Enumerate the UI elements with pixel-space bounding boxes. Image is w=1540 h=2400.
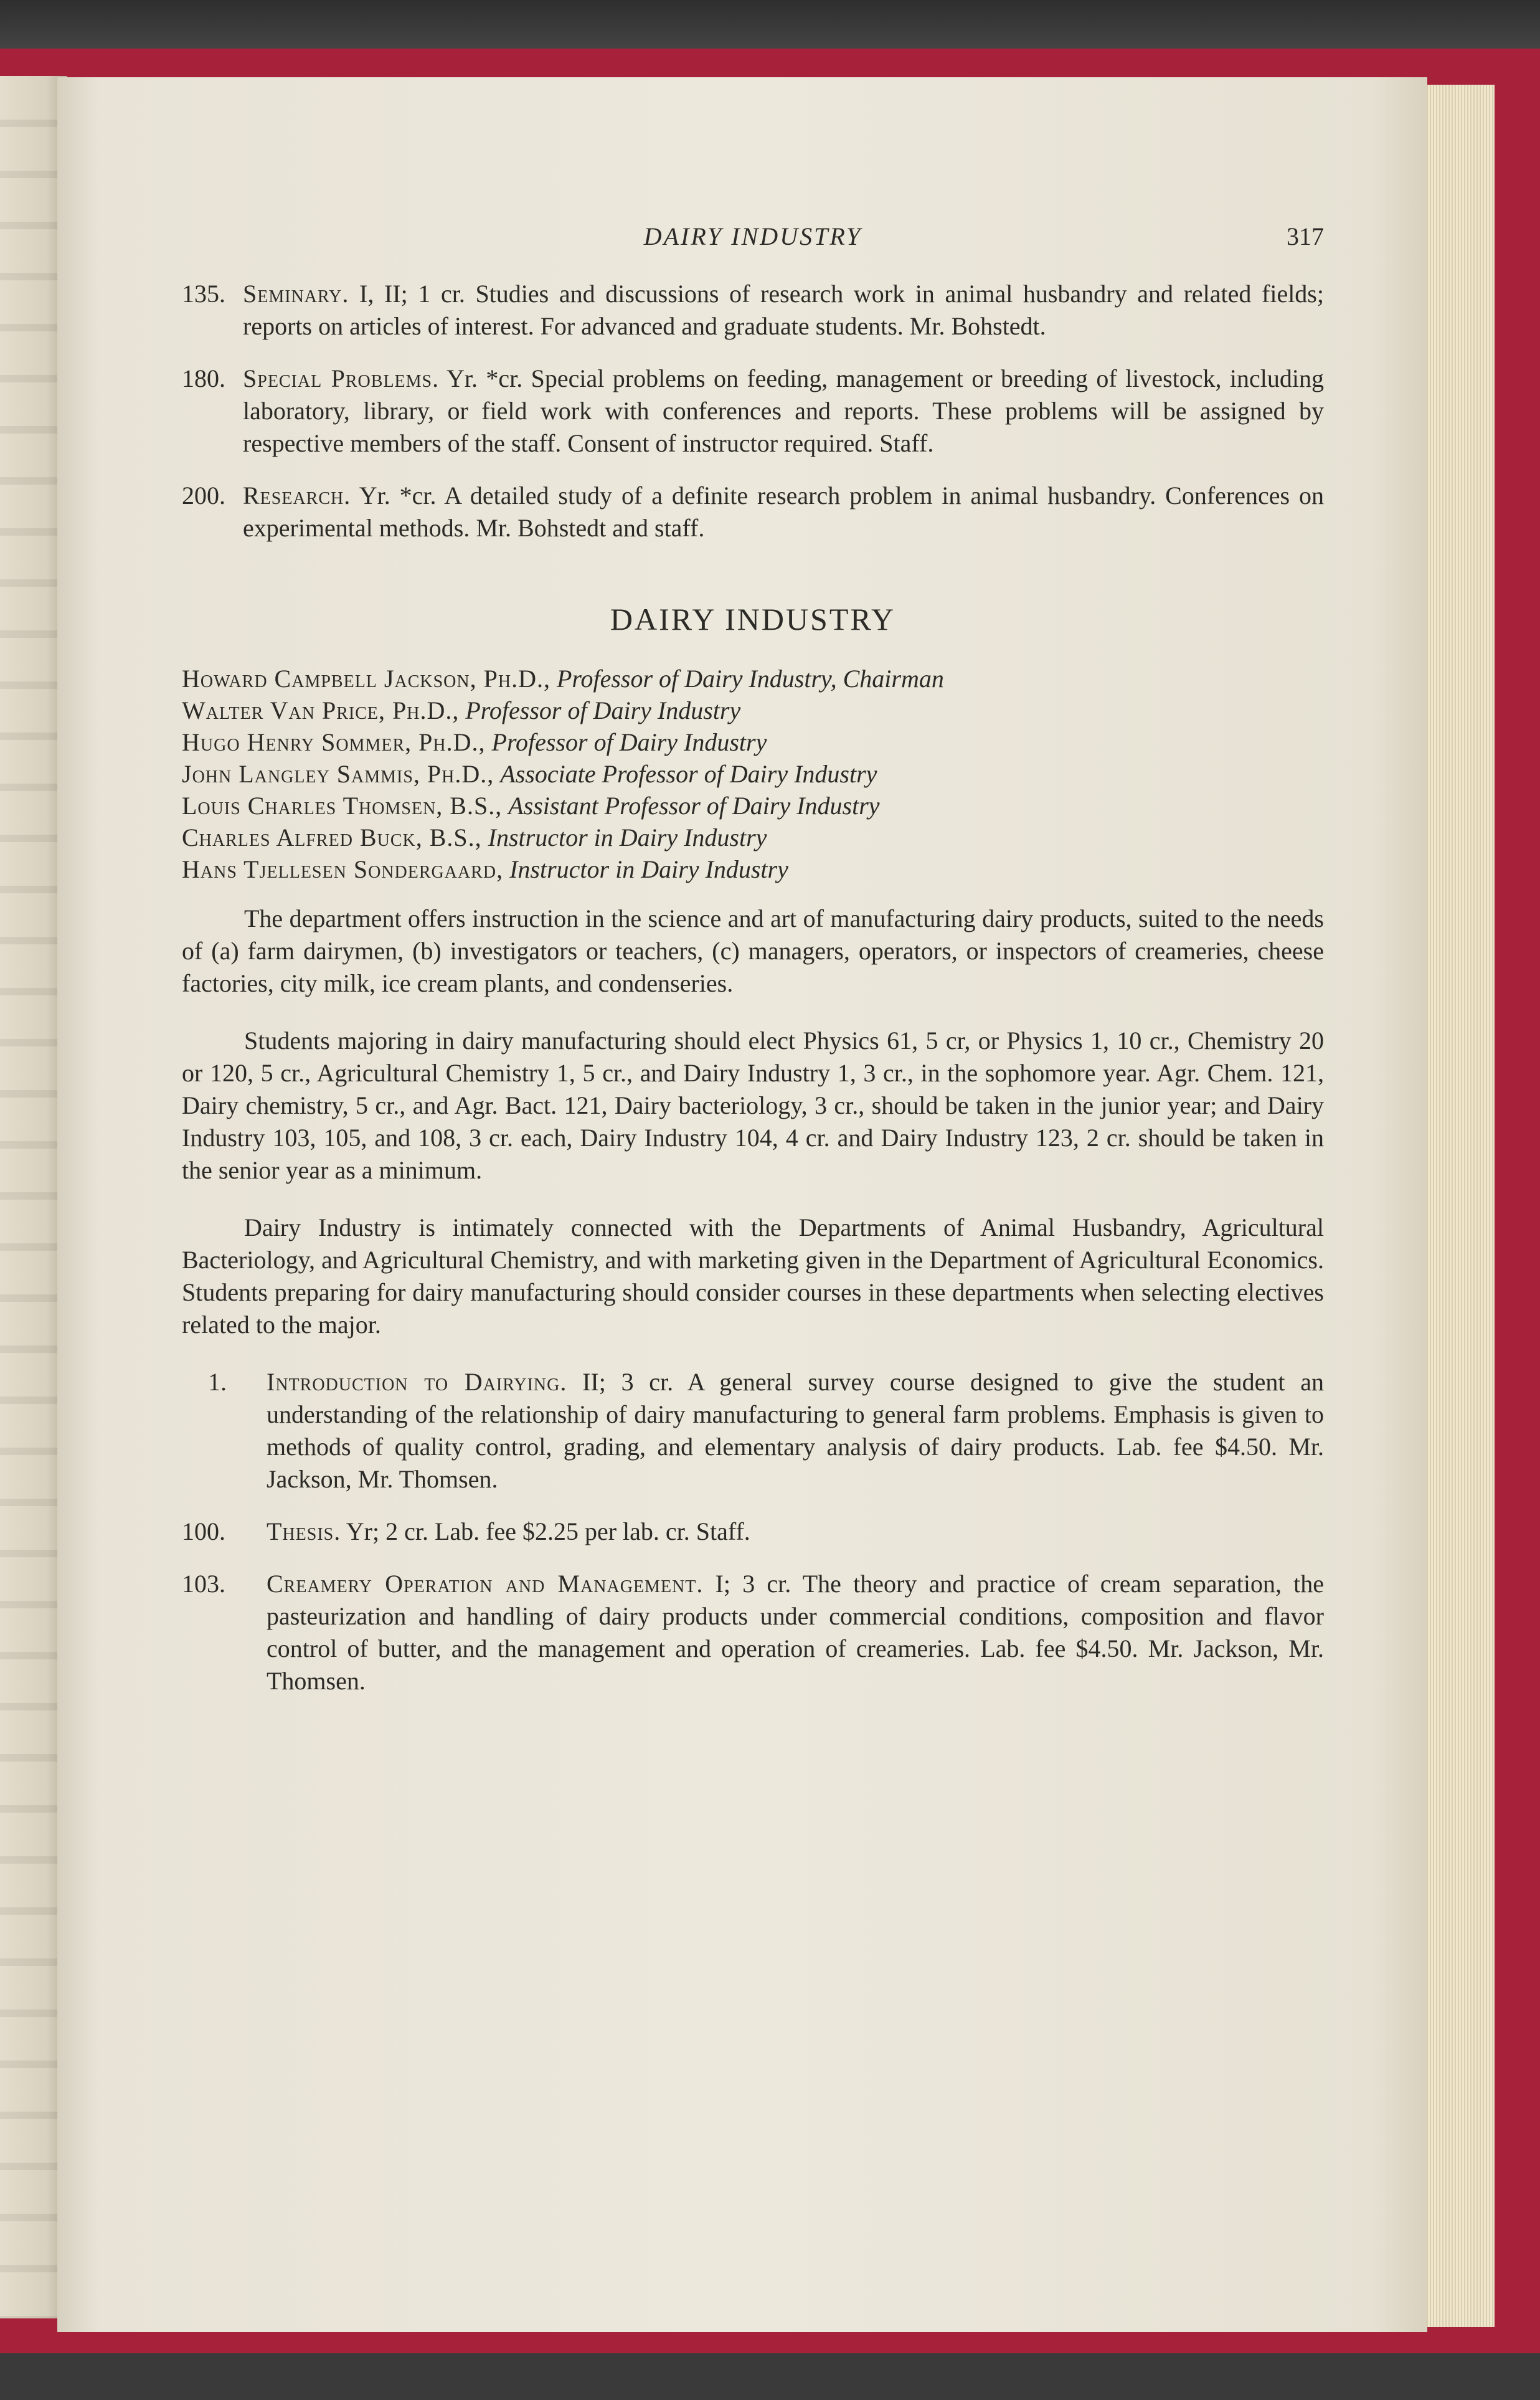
faculty-name: Howard Campbell Jackson, Ph.D.,	[182, 665, 550, 693]
faculty-title: Professor of Dairy Industry, Chairman	[556, 665, 944, 693]
faculty-title: Instructor in Dairy Industry	[509, 855, 788, 883]
course-description: I; 3 cr. The theory and practice of cream separation, the pasteurization and handling of dairy products under commercial conditions, composition and flavor control of butter, and the management and operation of creameries. Lab. fee $4.50. Mr. Jackson, Mr. Thomsen.	[267, 1570, 1325, 1695]
page-number: 317	[1287, 222, 1324, 250]
faculty-title: Associate Professor of Dairy Industry	[500, 760, 877, 788]
faculty-member	[182, 853, 1324, 885]
faculty-name: Walter Van Price, Ph.D.,	[182, 696, 460, 724]
department-description	[182, 903, 1324, 1341]
faculty-member	[182, 663, 1324, 695]
faculty-title: Assistant Professor of Dairy Industry	[508, 792, 880, 820]
faculty-member	[182, 822, 1324, 853]
course-entry	[182, 363, 1324, 460]
faculty-member	[182, 726, 1324, 758]
body-paragraph: Dairy Industry is intimately connected with the Departments of Animal Husbandry, Agricultural Bacteriology, and Agricultural Chemistry, and with marketing given in the Department of Agricultural Economics. Students preparing for dairy manufacturing should consider courses in these departments when selecting electives related to the major.	[182, 1213, 1324, 1339]
faculty-title: Professor of Dairy Industry	[491, 728, 767, 756]
faculty-member	[182, 790, 1324, 822]
running-head	[182, 221, 1324, 259]
course-description: Yr; 2 cr. Lab. fee $2.25 per lab. cr. Staff.	[346, 1517, 750, 1545]
course-name: Creamery Operation and Management.	[267, 1570, 704, 1598]
course-name: Thesis.	[267, 1517, 341, 1545]
course-name: Introduction to Dairying.	[267, 1368, 567, 1396]
body-paragraph: Students majoring in dairy manufacturing should elect Physics 61, 5 cr, or Physics 1, 10 cr., Chemistry 20 or 120, 5 cr., Agricultural Chemistry 1, 5 cr., and Dairy Industry 1, 3 cr., in the sophomore year. Agr. Chem. 121, Dairy chemistry, 5 cr., and Agr. Bact. 121, Dairy bacteriology, 3 cr., should be taken in the junior year; and Dairy Industry 103, 105, and 108, 3 cr. each, Dairy Industry 104, 4 cr. and Dairy Industry 123, 2 cr. should be taken in the senior year as a minimum.	[182, 1027, 1324, 1184]
course-number: 1.	[208, 1368, 227, 1396]
faculty-member	[182, 695, 1324, 726]
course-entry	[182, 1515, 1324, 1548]
book-page	[57, 77, 1427, 2332]
course-number: 135.	[182, 280, 225, 308]
course-entry	[182, 480, 1324, 544]
course-name: Special Problems.	[243, 364, 440, 392]
page-content	[182, 221, 1324, 1697]
course-name: Seminary.	[243, 280, 349, 308]
scan-background	[0, 0, 1540, 50]
course-description: II; 3 cr. A general survey course designed to give the student an understanding of the relationship of dairy manufacturing to general farm problems. Emphasis is given to methods of quality control, grading, and elementary analysis of dairy products. Lab. fee $4.50. Mr. Jackson, Mr. Thomsen.	[267, 1368, 1324, 1493]
dairy-course-list	[182, 1366, 1324, 1697]
course-entry	[182, 1568, 1324, 1697]
section-heading: DAIRY INDUSTRY	[610, 602, 896, 637]
faculty-title: Instructor in Dairy Industry	[488, 823, 767, 851]
faculty-title: Professor of Dairy Industry	[465, 696, 741, 724]
body-paragraph: The department offers instruction in the science and art of manufacturing dairy products, suited to the needs of (a) farm dairymen, (b) investigators or teachers, (c) managers, operators, or inspectors of creameries, cheese factories, city milk, ice cream plants, and condenseries.	[182, 904, 1324, 997]
faculty-name: John Langley Sammis, Ph.D.,	[182, 760, 494, 788]
course-entry	[182, 278, 1324, 343]
animal-husbandry-course-list	[182, 278, 1324, 544]
course-number: 100.	[182, 1517, 225, 1545]
course-description: Yr. *cr. Special problems on feeding, management or breeding of livestock, including laboratory, library, or field work with conferences and reports. These problems will be assigned by respective members of the staff. Consent of instructor required. Staff.	[243, 364, 1324, 457]
course-number: 180.	[182, 364, 225, 392]
course-number: 103.	[182, 1570, 225, 1598]
course-description: I, II; 1 cr. Studies and discussions of research work in animal husbandry and related fields; reports on articles of interest. For advanced and graduate students. Mr. Bohstedt.	[243, 280, 1324, 340]
faculty-name: Hugo Henry Sommer, Ph.D.,	[182, 728, 486, 756]
faculty-list	[182, 663, 1324, 885]
running-title: DAIRY INDUSTRY	[643, 222, 862, 250]
faculty-name: Hans Tjellesen Sondergaard,	[182, 855, 504, 883]
faculty-member	[182, 758, 1324, 790]
course-description: Yr. *cr. A detailed study of a definite research problem in animal husbandry. Conferences on experimental methods. Mr. Bohstedt and staff.	[243, 481, 1325, 542]
faculty-name: Louis Charles Thomsen, B.S.,	[182, 792, 503, 820]
course-entry	[182, 1366, 1324, 1496]
faculty-name: Charles Alfred Buck, B.S.,	[182, 823, 482, 851]
course-number: 200.	[182, 481, 225, 510]
course-name: Research.	[243, 481, 351, 510]
